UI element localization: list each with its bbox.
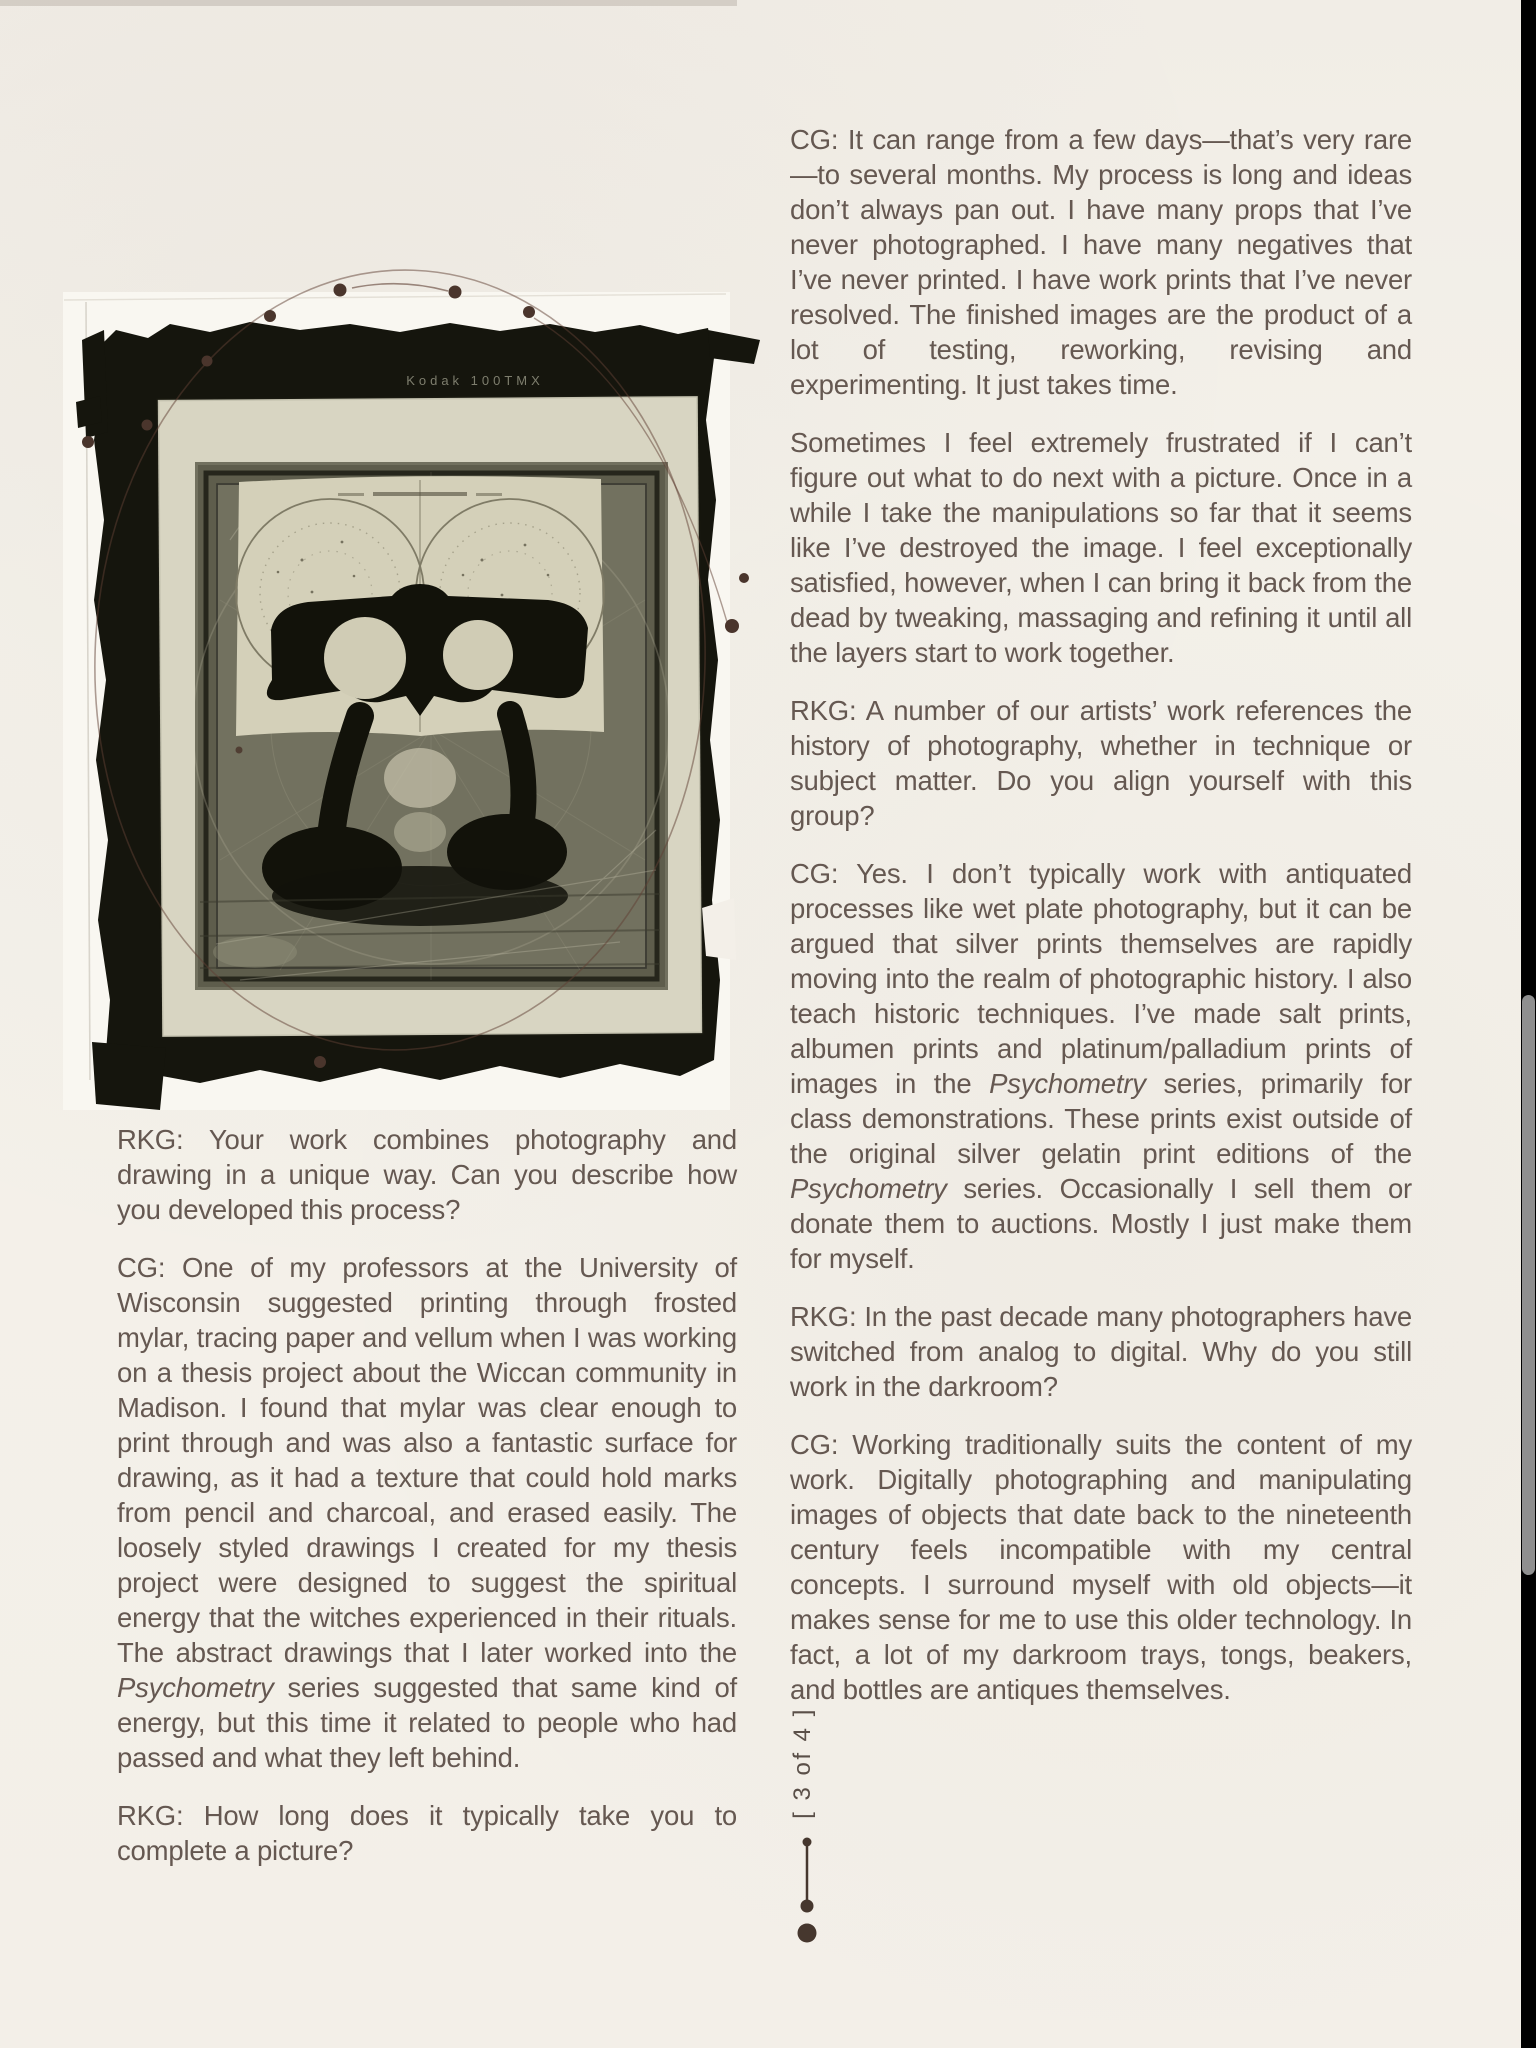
photo-plate [20, 180, 790, 1120]
right-column [790, 122, 1412, 1730]
scrollbar-thumb[interactable] [1522, 995, 1535, 1575]
frame-notch [702, 898, 736, 960]
page-indicator: [ 3 of 4 ] [789, 1707, 816, 1819]
scrollbar-track[interactable] [1521, 0, 1536, 2048]
paragraph: Sometimes I feel extremely frustrated if I can’t figure out what to do next with a picture. Once in a while I take the manipulations so far that it seems like I’ve destroyed the image. I feel exceptionally satisfied, however, when I can bring it back from the dead by tweaking, massaging and refining it until all the layers start to work together. [790, 427, 1412, 668]
paragraph: CG: Working traditionally suits the content of my work. Digitally photographing and manipulating images of objects that date back to the nineteenth century feels incompatible with my central concepts. I surround myself with old objects—it makes sense for me to use this older technology. In fact, a lot of my darkroom trays, tongs, beakers, and bottles are antiques themselves. [790, 1429, 1412, 1705]
paragraph: RKG: Your work combines photography and drawing in a unique way. Can you describe how you developed this process? [117, 1124, 737, 1225]
scan-edge-shadow [0, 0, 737, 6]
paragraph: RKG: How long does it typically take you to complete a picture? [117, 1800, 737, 1866]
paragraph: CG: It can range from a few days—that’s very rare—to several months. My process is long and ideas don’t always pan out. I have many props that I’ve never photographed. I have many negatives that I’ve never printed. I have work prints that I’ve never resolved. The finished images are the product of a lot of testing, reworking, revising and experimenting. It just takes time. [790, 124, 1412, 400]
orbit-arc [352, 284, 448, 291]
left-column [117, 1122, 737, 1891]
smudge [213, 936, 297, 968]
stereoscope-right-eyehole [443, 620, 513, 690]
paragraph: CG: One of my professors at the University of Wisconsin suggested printing through frosted mylar, tracing paper and vellum when I was working on a thesis project about the Wiccan community in Madison. I found that mylar was clear enough to print through and was also a fantastic surface for drawing, as it had a texture that could hold marks from pencil and charcoal, and erased easily. The loosely styled drawings I created for my thesis project were designed to suggest the spiritual energy that the witches experienced in their rituals. The abstract drawings that I later worked into the Psychometry series suggested that same kind of energy, but this time it related to people who had passed and what they left behind. [117, 1252, 737, 1773]
paragraph: CG: Yes. I don’t typically work with antiquated processes like wet plate photography, but it can be argued that silver prints themselves are rapidly moving into the realm of photographic history. I also teach historic techniques. I’ve made salt prints, albumen prints and platinum/palladium prints of images in the Psychometry series, primarily for class demonstrations. These prints exist outside of the original silver gelatin print editions of the Psychometry series. Occasionally I sell them or donate them to auctions. Mostly I just make them for myself. [790, 858, 1413, 1274]
photograph-stereoscope-on-star-chart [193, 462, 669, 990]
film-label: Kodak 100TMX [406, 373, 544, 388]
stereoscope-left-eyehole [324, 617, 406, 699]
paragraph: RKG: In the past decade many photographers have switched from analog to digital. Why do you still work in the darkroom? [790, 1301, 1412, 1402]
paragraph: RKG: A number of our artists’ work references the history of photography, whether in technique or subject matter. Do you align yourself with this group? [790, 695, 1412, 831]
page-indicator-dots [795, 1836, 819, 1946]
